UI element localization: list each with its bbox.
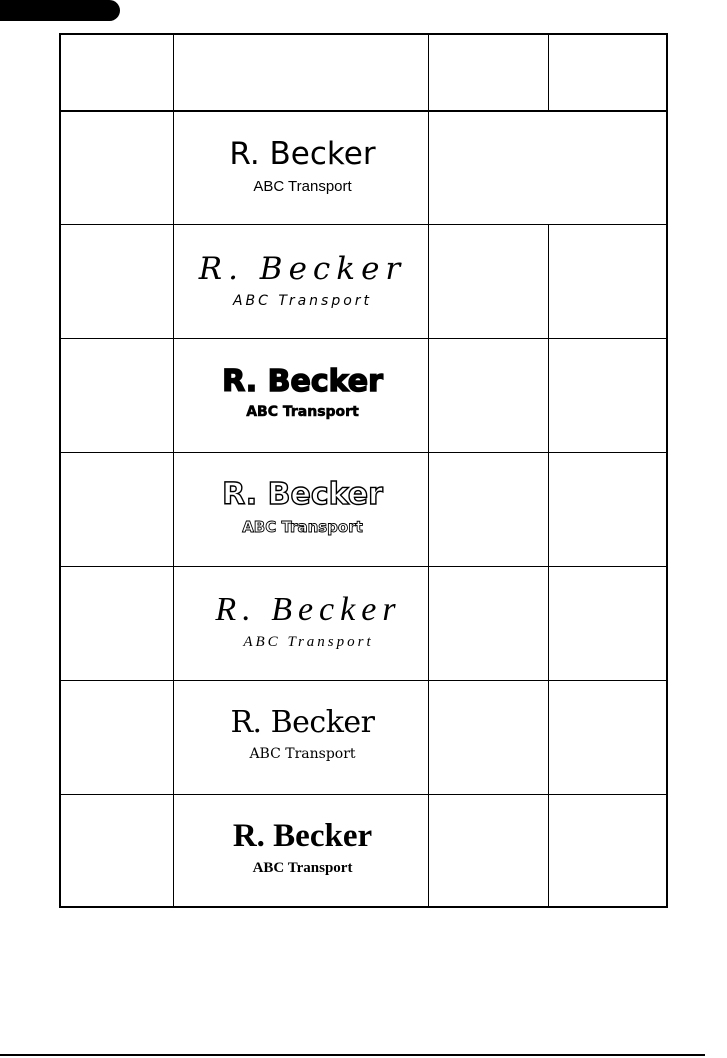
font-sample-4 — [175, 478, 430, 536]
column-divider — [548, 224, 549, 906]
sample-company: ABC Transport — [232, 293, 373, 310]
row-divider — [61, 566, 666, 567]
row-divider — [61, 224, 666, 225]
sample-company: ABC Transport — [249, 746, 356, 762]
sample-company: ABC Transport — [253, 178, 352, 196]
column-divider — [548, 35, 549, 110]
sample-company: ABC Transport — [246, 404, 359, 420]
sample-name: R. Becker — [222, 477, 383, 512]
sample-name: R. Becker — [232, 818, 373, 854]
footer-rule — [0, 1054, 705, 1056]
row-divider — [61, 794, 666, 795]
sample-company: ABC Transport — [243, 634, 374, 651]
row-divider — [61, 452, 666, 453]
column-divider — [173, 35, 174, 906]
sample-name: R. Becker — [215, 591, 402, 628]
sample-name: R. Becker — [222, 364, 383, 399]
font-samples-table — [59, 33, 668, 908]
font-sample-5 — [181, 591, 436, 651]
sample-company: ABC Transport — [252, 860, 353, 877]
row-divider — [61, 338, 666, 339]
font-sample-6 — [175, 706, 430, 762]
sample-name: R. Becker — [229, 136, 376, 172]
header-divider — [61, 110, 666, 112]
font-sample-2 — [175, 252, 430, 309]
sample-company: ABC Transport — [242, 518, 363, 536]
section-tab-marker — [0, 0, 120, 21]
font-sample-3 — [175, 365, 430, 420]
font-sample-1 — [175, 137, 430, 196]
sample-name: R. Becker — [198, 251, 407, 287]
sample-name: R. Becker — [230, 705, 375, 740]
row-divider — [61, 680, 666, 681]
font-sample-7 — [175, 818, 430, 877]
